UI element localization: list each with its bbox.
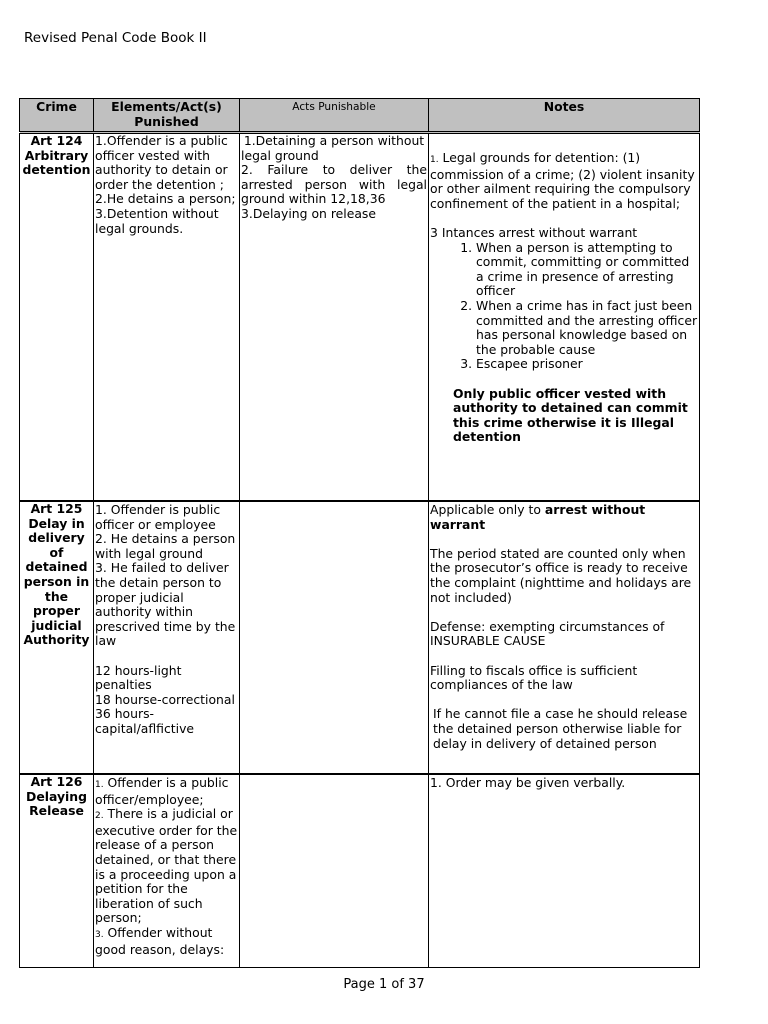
penal-code-table	[19, 98, 700, 968]
crime-cell: Art 124 Arbitrary detention	[20, 133, 94, 502]
element-item: 3. He failed to deliver the detain person to proper judicial authority within prescrived time by the law	[95, 560, 236, 649]
note-legal-grounds	[430, 151, 698, 211]
notes-cell	[429, 133, 700, 502]
note-filing: Filling to fiscals office is sufficient compliances of the law	[430, 662, 638, 693]
element-item: 1. Offender is public officer or employee	[95, 502, 221, 532]
note-applicable	[430, 503, 698, 532]
element-item: 2.He detains a person;	[95, 191, 236, 207]
table-row-art-126	[20, 774, 700, 968]
element-text: Offender is a public officer/employee;	[95, 775, 229, 807]
note-order: 1. Order may be given verbally.	[430, 775, 626, 790]
element-item	[95, 926, 238, 957]
column-header-acts: Acts Punishable	[240, 99, 429, 133]
note-defense: Defense: exempting circumstances of INSURABLE CAUSE	[430, 618, 665, 649]
note-release: If he cannot file a case he should release the detained person otherwise liable for delay in delivery of detained person	[433, 706, 688, 751]
list-item: 2. When a crime has in fact just been committed and the arresting officer has personal knowledge based on the probable cause	[476, 299, 698, 357]
element-item: 3.Detention without legal grounds.	[95, 205, 219, 236]
note-bold-warning: Only public officer vested with authority to detained can commit this crime otherwise it is Illegal detention	[453, 385, 688, 445]
instances-list	[430, 241, 698, 372]
period-item: 36 hours-capital/aflfictive	[95, 706, 195, 736]
list-item: 3. Escapee prisoner	[476, 357, 698, 372]
element-number: 1.	[95, 780, 104, 790]
act-item: 2. Failure to deliver the arrested person with legal ground within 12,18,36	[241, 162, 427, 207]
act-item: 1.Detaining a person without legal ground	[241, 133, 425, 163]
element-text: Offender without good reason, delays:	[95, 924, 225, 957]
element-item: 2. He detains a person with legal ground	[95, 531, 236, 561]
acts-cell	[240, 774, 429, 968]
crime-cell: Art 126 Delaying Release	[20, 774, 94, 968]
column-header-crime: Crime	[20, 99, 94, 133]
crime-cell: Art 125 Delay in delivery of detained person in the proper judicial Authority	[20, 501, 94, 774]
element-number: 3.	[95, 929, 104, 940]
table-row-art-124	[20, 133, 700, 502]
element-text: There is a judicial or executive order for the release of a person detained, or that there is a proceeding upon a petition for the liberation of such person;	[95, 806, 238, 926]
note-period: The period stated are counted only when the prosecutor’s office is ready to receive the complaint (nighttime and holidays are not included)	[430, 545, 692, 605]
acts-cell	[240, 133, 429, 502]
element-item: 1.Offender is a public officer vested with authority to detain or order the detention ;	[95, 133, 228, 192]
table-header-row	[20, 99, 700, 133]
elements-cell	[94, 774, 240, 968]
document-header-title: Revised Penal Code Book II	[24, 30, 207, 46]
period-item: 12 hours-light penalties	[95, 662, 182, 693]
note-number: 1.	[430, 155, 439, 165]
element-item	[95, 807, 238, 926]
notes-cell	[429, 501, 700, 774]
list-item: 1. When a person is attempting to commit, committing or committed a crime in presence of arresting officer	[476, 241, 698, 299]
element-item	[95, 776, 238, 807]
table-row-art-125	[20, 501, 700, 774]
note-text: Applicable only to	[430, 502, 541, 517]
note-text: Legal grounds for detention: (1) commission of a crime; (2) violent insanity or other ailment requiring the compulsory confinement of the patient in a hospital;	[430, 150, 695, 211]
act-item: 3.Delaying on release	[241, 205, 377, 221]
element-number: 2.	[95, 811, 104, 822]
elements-cell	[94, 133, 240, 502]
column-header-elements: Elements/Act(s) Punished	[94, 99, 240, 133]
page-number: Page 1 of 37	[343, 977, 425, 992]
note-instances-title: 3 Intances arrest without warrant	[430, 224, 638, 240]
notes-cell	[429, 774, 700, 968]
elements-cell	[94, 501, 240, 774]
acts-cell	[240, 501, 429, 774]
note-bold-text: arrest without warrant	[430, 502, 646, 532]
period-item: 18 hourse-correctional	[95, 691, 235, 707]
column-header-notes: Notes	[429, 99, 700, 133]
